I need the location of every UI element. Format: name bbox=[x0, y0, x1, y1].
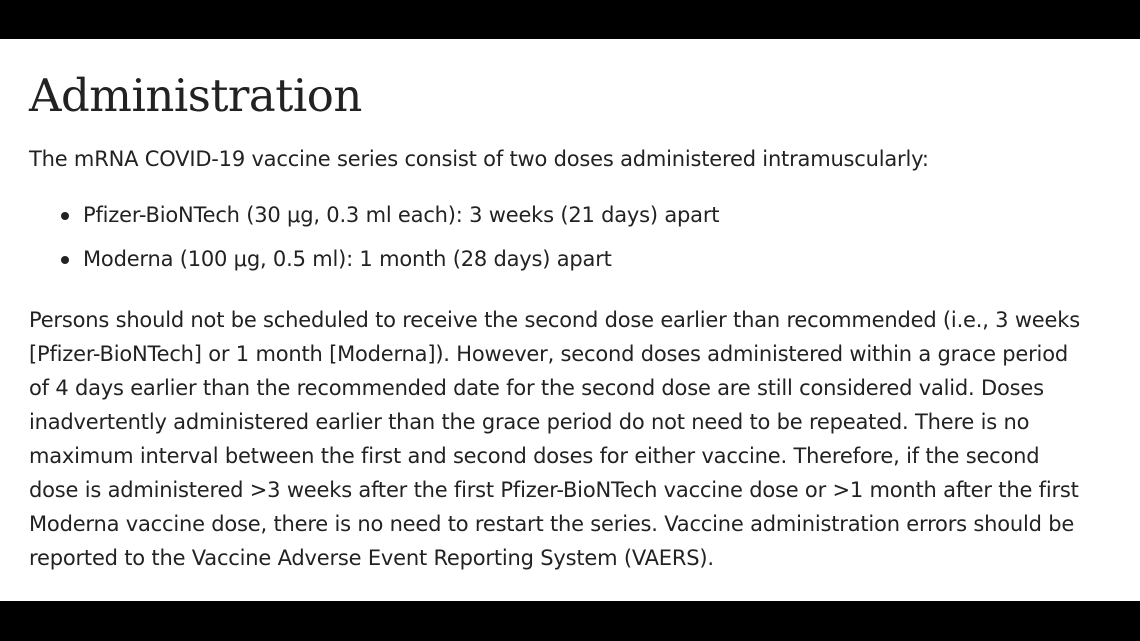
bullet-icon bbox=[61, 212, 69, 220]
paragraph-line: Moderna vaccine dose, there is no need to restart the series. Vaccine administration errors should be bbox=[29, 512, 1075, 536]
dose-list bbox=[29, 201, 719, 289]
guidance-paragraph bbox=[29, 303, 1124, 575]
dose-item-pfizer bbox=[83, 201, 719, 245]
dose-item-text: Pfizer-BioNTech (30 μg, 0.3 ml each): 3 weeks (21 days) apart bbox=[83, 203, 720, 227]
section-title: Administration bbox=[29, 69, 362, 122]
dose-item-moderna bbox=[83, 245, 719, 289]
paragraph-line: dose is administered >3 weeks after the first Pfizer-BioNTech vaccine dose or >1 month after the first bbox=[29, 478, 1079, 502]
document-page bbox=[0, 39, 1140, 601]
paragraph-line: [Pfizer-BioNTech] or 1 month [Moderna]). However, second doses administered within a grace period bbox=[29, 342, 1068, 366]
bullet-icon bbox=[61, 256, 69, 264]
paragraph-line: of 4 days earlier than the recommended date for the second dose are still considered valid. Doses bbox=[29, 376, 1044, 400]
paragraph-line: reported to the Vaccine Adverse Event Reporting System (VAERS). bbox=[29, 546, 714, 570]
paragraph-line: inadvertently administered earlier than the grace period do not need to be repeated. There is no bbox=[29, 410, 1030, 434]
paragraph-line: Persons should not be scheduled to receive the second dose earlier than recommended (i.e., 3 weeks bbox=[29, 308, 1080, 332]
dose-item-text: Moderna (100 μg, 0.5 ml): 1 month (28 days) apart bbox=[83, 247, 612, 271]
intro-text: The mRNA COVID-19 vaccine series consist of two doses administered intramuscularly: bbox=[29, 147, 929, 171]
paragraph-line: maximum interval between the first and second doses for either vaccine. Therefore, if the second bbox=[29, 444, 1040, 468]
